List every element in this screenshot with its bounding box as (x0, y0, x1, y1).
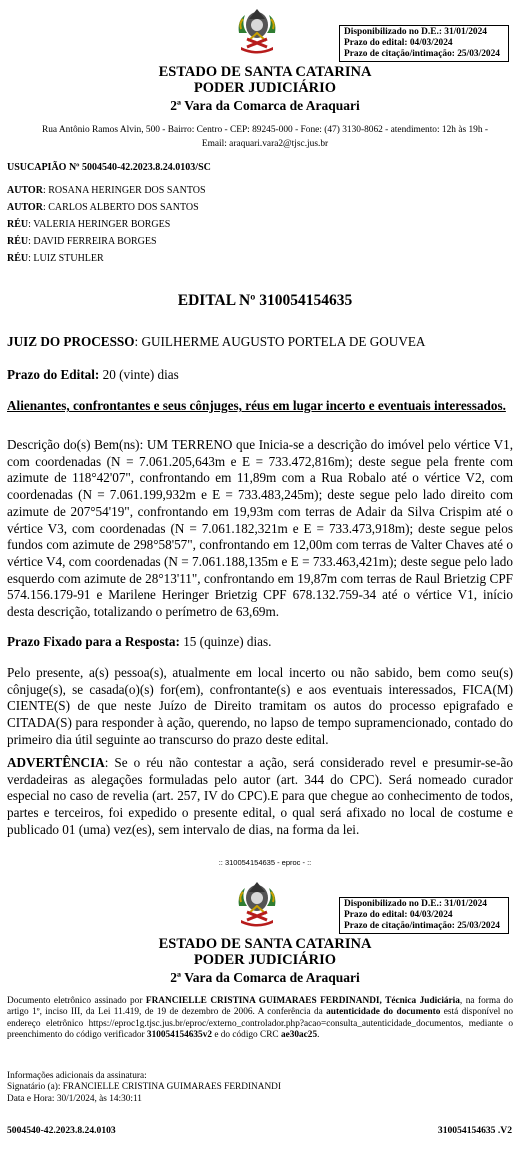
email-line: Email: araquari.vara2@tjsc.jus.br (201, 139, 329, 149)
party-row: AUTOR: CARLOS ALBERTO DOS SANTOS (7, 202, 199, 213)
party-name: ROSANA HERINGER DOS SANTOS (48, 185, 206, 196)
warning-label: ADVERTÊNCIA (7, 755, 105, 770)
process-title: USUCAPIÃO Nº 5004540-42.2023.8.24.0103/SC (7, 162, 211, 173)
response-label: Prazo Fixado para a Resposta: (7, 634, 180, 649)
court-address (0, 123, 530, 151)
signature-text: e do código CRC (212, 1030, 281, 1041)
state-coat-of-arms-icon (235, 3, 279, 55)
edital-deadline-line (7, 367, 513, 384)
power-title: PODER JUDICIÁRIO (193, 952, 337, 968)
response-value: 15 (quinze) dias. (179, 634, 272, 649)
party-role: AUTOR (7, 185, 43, 196)
edital-deadline: Prazo do edital: 04/03/2024 (344, 910, 453, 920)
property-description: Descrição do(s) Bem(ns): UM TERRENO que Inicia-se a descrição do imóvel pelo vértice V1, com coordenadas (N = 7.061.205,643m e E = 733.472,816m); deste segue pela frente com azimute de 118°42'07", confrontando em 11,89m com a Rua Robalo até o vértice V2, com coordenadas (N = 7.061.199,932m e E = 733.483,245m); deste segue pelo lado direito com azimute de 207°54'19", confrontando em 19,93m com terras de Adair da Silva Crispim até o vértice V3, com coordenadas (N = 7.061.182,321m e E = 733.473,918m); deste segue pelos fundos com azimute de 298°58'57", confrontando em 12,00m com terras de Valter Chaves até o vértice V4, com coordenadas (N = 7.061.188,135m e E = 733.463,421m); deste segue pelo lado esquerdo com azimute de 28°13'11", confrontando em 19,87m com terras de Raul Brietzig CPF 574.156.179-91 e Marilene Heringer Brietzig CPF 678.132.759-34 até o vértice V1, início desta descrição, totalizando o perímetro de 63,69m. (7, 437, 513, 620)
party-row: AUTOR: ROSANA HERINGER DOS SANTOS (7, 185, 206, 196)
addressees-heading: Alienantes, confrontantes e seus cônjuges, réus em lugar incerto e eventuais interessados. (7, 398, 506, 413)
state-title: ESTADO DE SANTA CATARINA (158, 64, 372, 80)
citation-deadline: Prazo de citação/intimação: 25/03/2024 (344, 49, 500, 59)
party-row: RÉU: LUIZ STUHLER (7, 253, 104, 264)
court-name: 2ª Vara da Comarca de Araquari (170, 970, 360, 985)
response-deadline-line (7, 634, 513, 651)
parties-list (7, 182, 513, 267)
signature-info-title: Informações adicionais da assinatura: (7, 1071, 147, 1081)
state-title: ESTADO DE SANTA CATARINA (158, 936, 372, 952)
signature-text: . (317, 1030, 320, 1041)
party-name: LUIZ STUHLER (33, 253, 104, 264)
publication-date: Disponibilizado no D.E.: 31/01/2024 (344, 899, 487, 909)
party-role: RÉU (7, 253, 29, 264)
crc-code: ae30ac25 (280, 1030, 318, 1041)
publication-dates-box (339, 25, 509, 62)
signature-info (7, 1071, 513, 1105)
judge-name: : GUILHERME AUGUSTO PORTELA DE GOUVEA (134, 334, 426, 349)
signatory-line: Signatário (a): FRANCIELLE CRISTINA GUIMARAES FERDINANDI (7, 1082, 281, 1093)
party-row: RÉU: DAVID FERREIRA BORGES (7, 236, 157, 247)
party-name: CARLOS ALBERTO DOS SANTOS (48, 202, 199, 213)
deadline-label: Prazo do Edital: (7, 367, 100, 382)
signature-text: está disponível no endereço eletrônico https://eproc1g.tjsc.jus.br/eproc/externo_controlador.php?acao=consulta_autenticidade_documentos, mediante o preenchimento do código verificador (7, 1007, 513, 1041)
citation-body: Pelo presente, a(s) pessoa(s), atualmente em local incerto ou não sabido, bem como seu(s) cônjuge(s), se casada(o)(s) for(em), confrontante(s) e aos eventuais interessados, FICA(M) CIENTE(S) de que neste Juízo de Direito tramitam os autos do processo epigrafado e CITADA(S) para responder à ação, querendo, no lapso de tempo supramencionado, contado do primeiro dia útil seguinte ao transcurso do prazo deste edital. (7, 665, 513, 747)
signature-text: , na forma do artigo 1º, inciso III, da Lei 11.419, de 19 de dezembro de 2006. A conferência da (7, 996, 513, 1018)
edital-deadline: Prazo do edital: 04/03/2024 (344, 38, 453, 48)
signer-name: FRANCIELLE CRISTINA GUIMARAES FERDINANDI, Técnica Judiciária (145, 996, 460, 1006)
citation-deadline: Prazo de citação/intimação: 25/03/2024 (344, 921, 500, 931)
signature-text: Documento eletrônico assinado por (7, 996, 146, 1006)
court-name: 2ª Vara da Comarca de Araquari (170, 98, 360, 113)
party-role: RÉU (7, 219, 29, 230)
authenticity-label: autenticidade do documento (326, 1007, 441, 1018)
state-coat-of-arms-icon (235, 876, 279, 928)
party-row: RÉU: VALERIA HERINGER BORGES (7, 219, 171, 230)
footer-document-version: 310054154635 .V2 (437, 1125, 512, 1136)
party-name: VALERIA HERINGER BORGES (33, 219, 171, 230)
party-name: DAVID FERREIRA BORGES (33, 236, 157, 247)
judge-label: JUIZ DO PROCESSO (7, 334, 135, 349)
signature-datetime: Data e Hora: 30/1/2024, às 14:30:11 (7, 1093, 142, 1104)
publication-dates-box (339, 897, 509, 934)
party-role: RÉU (7, 236, 29, 247)
judge-line (7, 334, 513, 351)
page-separator: :: 310054154635 - eproc - :: (218, 858, 312, 867)
footer-process-number: 5004540-42.2023.8.24.0103 (7, 1125, 116, 1136)
verifier-code: 310054154635v2 (146, 1030, 212, 1041)
warning-paragraph (7, 755, 513, 839)
power-title: PODER JUDICIÁRIO (193, 80, 337, 96)
warning-text: : Se o réu não contestar a ação, será considerado revel e presumir-se-ão verdadeiras as alegações formuladas pelo autor (art. 344 do CPC). Será nomeado curador especial no caso de revelia (art. 257, IV do CPC).E para que chegue ao conhecimento de todos, partes e terceiros, foi expedido o presente edital, o qual será afixado no local de costume e publicado 01 (uma) vez(es), sem intervalo de dias, na forma da lei. (7, 755, 513, 837)
deadline-value: 20 (vinte) dias (99, 367, 179, 382)
publication-date: Disponibilizado no D.E.: 31/01/2024 (344, 27, 487, 37)
edital-title: EDITAL Nº 310054154635 (177, 292, 353, 309)
party-role: AUTOR (7, 202, 43, 213)
address-line: Rua Antônio Ramos Alvin, 500 - Bairro: Centro - CEP: 89245-000 - Fone: (47) 3130-8062 - atendimento: 12h às 19h - (41, 125, 489, 135)
electronic-signature-note (7, 996, 513, 1042)
